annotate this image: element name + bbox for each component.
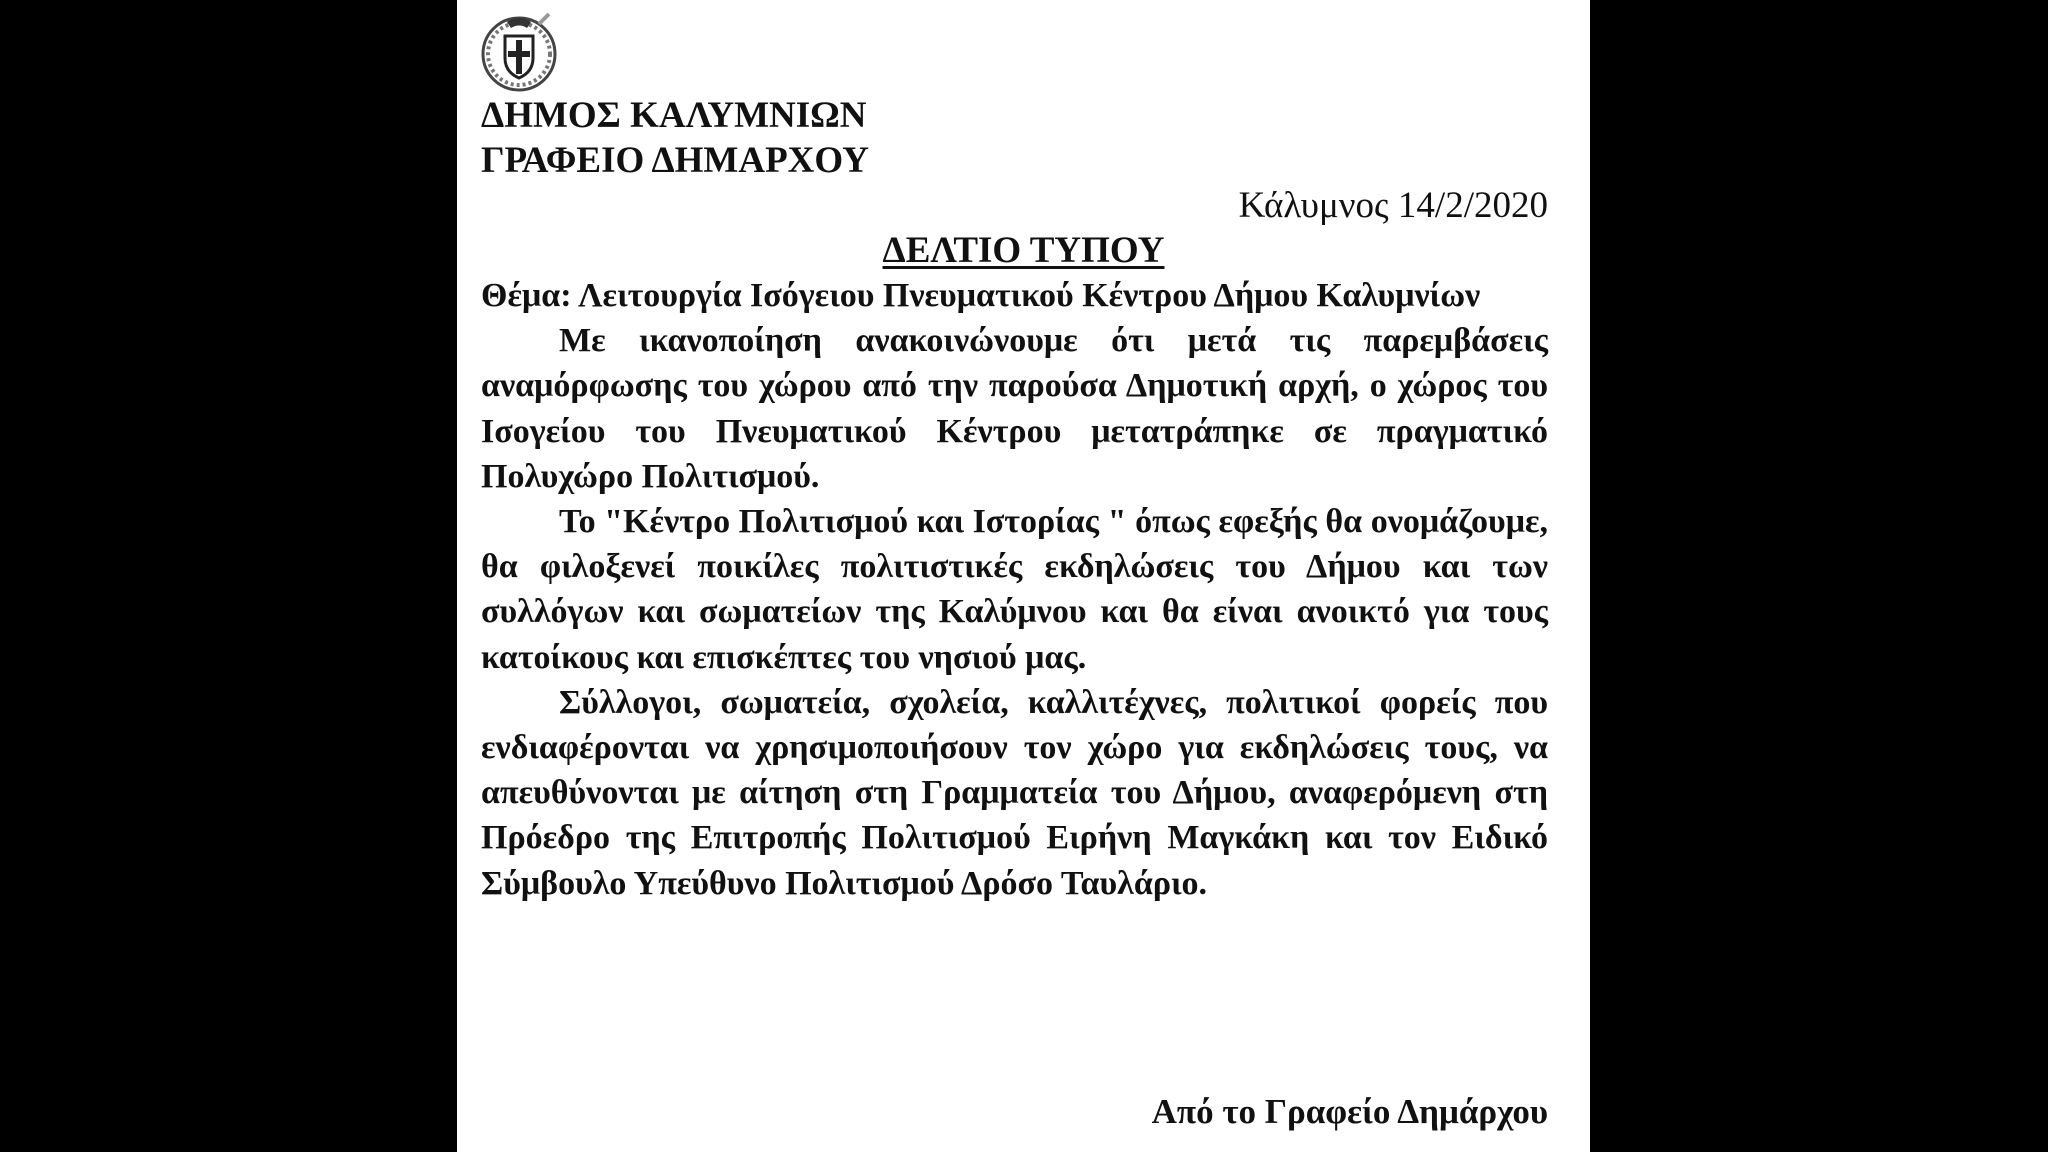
document-body <box>481 273 1548 906</box>
paragraph-2: Το "Κέντρο Πολιτισμού και Ιστορίας " όπως εφεξής θα ονομάζουμε, θα φιλοξενεί ποικίλες πολιτιστικές εκδηλώσεις του Δήμου και των συλλόγων και σωματείων της Καλύμνου και θα είναι ανοικτό για τους κατοίκους και επισκέπτες του νησιού μας. <box>481 503 1548 676</box>
office-name: ΓΡΑΦΕΙΟ ΔΗΜΑΡΧΟΥ <box>481 140 869 181</box>
paragraph-1: Με ικανοποίηση ανακοινώνουμε ότι μετά τις παρεμβάσεις αναμόρφωσης του χώρου από την παρούσα Δημοτική αρχή, ο χώρος του Ισογείου του Πνευματικού Κέντρου μετατράπηκε σε πραγματικό Πολυχώρο Πολιτισμού. <box>481 322 1548 495</box>
organization-name: ΔΗΜΟΣ ΚΑΛΥΜΝΙΩΝ <box>481 95 867 136</box>
greek-coat-of-arms-icon <box>477 10 561 94</box>
press-release-page <box>457 0 1590 1152</box>
paragraph-3: Σύλλογοι, σωματεία, σχολεία, καλλιτέχνες, πολιτικοί φορείς που ενδιαφέρονται να χρησιμοποιήσουν τον χώρο για εκδηλώσεις τους, να απευθύνονται με αίτηση στη Γραμματεία του Δήμου, αναφερόμενη στη Πρόεδρο της Επιτροπής Πολιτισμού Ειρήνη Μαγκάκη και τον Ειδικό Σύμβουλο Υπεύθυνο Πολιτισμού Δρόσο Ταυλάριο. <box>481 683 1548 902</box>
subject-line: Θέμα: Λειτουργία Ισόγειου Πνευματικού Κέντρου Δήμου Καλυμνίων <box>481 277 1481 314</box>
document-title: ΔΕΛΤΙΟ ΤΥΠΟΥ <box>882 230 1165 271</box>
date-line: Κάλυμνος 14/2/2020 <box>1238 185 1548 226</box>
signature-line: Από το Γραφείο Δημάρχου <box>1151 1092 1548 1131</box>
